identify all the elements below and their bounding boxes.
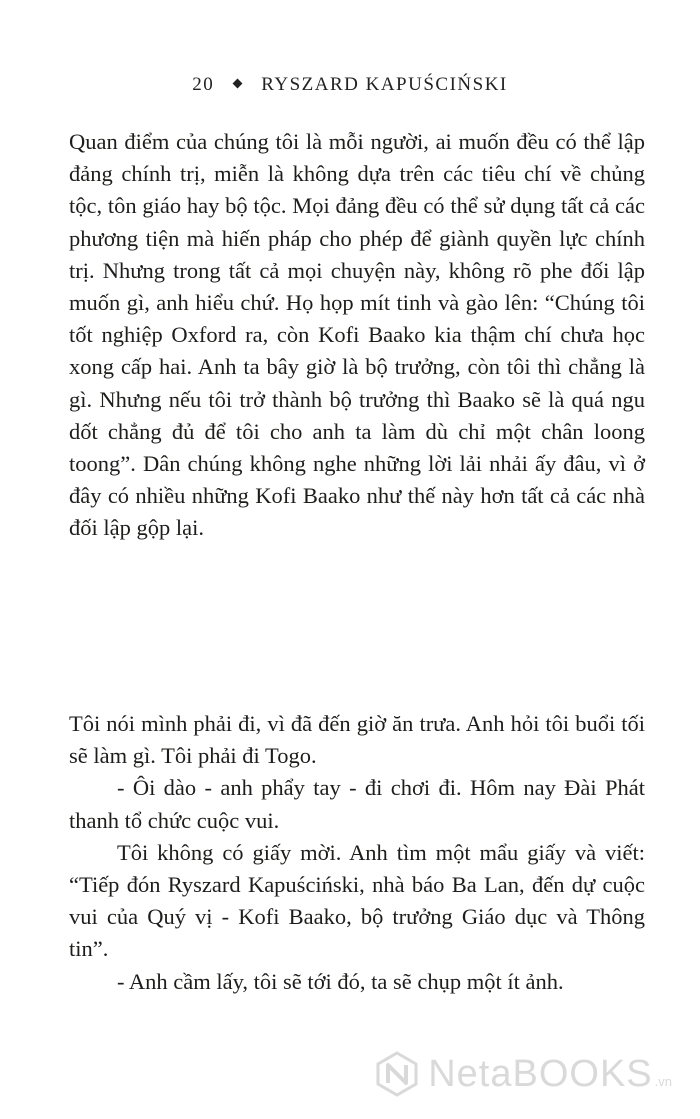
author-name: RYSZARD KAPUŚCIŃSKI (261, 74, 508, 95)
paragraph: Tôi nói mình phải đi, vì đã đến giờ ăn trưa. Anh hỏi tôi buổi tối sẽ làm gì. Tôi phải đi Togo. (69, 711, 645, 769)
netabooks-logo-icon (376, 1051, 418, 1097)
running-header (0, 74, 700, 96)
paragraph: - Anh cầm lấy, tôi sẽ tới đó, ta sẽ chụp một ít ảnh. (117, 968, 564, 994)
watermark-brand: NetaBOOKS (428, 1052, 653, 1095)
diamond-separator-icon (233, 79, 243, 89)
watermark (376, 1051, 672, 1097)
page-number: 20 (192, 74, 215, 95)
paragraph: Tôi không có giấy mời. Anh tìm một mẩu giấy và viết: “Tiếp đón Ryszard Kapuściński, nhà báo Ba Lan, đến dự cuộc vui của Quý vị - Kofi Baako, bộ trưởng Giáo dục và Thông tin”. (69, 839, 645, 962)
body-text-section-2 (69, 708, 645, 998)
paragraph: Quan điểm của chúng tôi là mỗi người, ai muốn đều có thể lập đảng chính trị, miễn là không dựa trên các tiêu chí về chủng tộc, tôn giáo hay bộ tộc. Mọi đảng đều có thể sử dụng tất cả các phương tiện mà hiến pháp cho phép để giành quyền lực chính trị. Nhưng trong tất cả mọi chuyện này, không rõ phe đối lập muốn gì, anh hiểu chứ. Họ họp mít tinh và gào lên: “Chúng tôi tốt nghiệp Oxford ra, còn Kofi Baako kia thậm chí chưa học xong cấp hai. Anh ta bây giờ là bộ trưởng, còn tôi thì chẳng là gì. Nhưng nếu tôi trở thành bộ trưởng thì Baako sẽ là quá ngu dốt chẳng đủ để tôi cho anh ta làm dù chỉ một chân loong toong”. Dân chúng không nghe những lời lải nhải ấy đâu, vì ở đây có nhiều những Kofi Baako như thế này hơn tất cả các nhà đối lập gộp lại. (69, 129, 645, 541)
paragraph: - Ôi dào - anh phẩy tay - đi chơi đi. Hôm nay Đài Phát thanh tổ chức cuộc vui. (69, 775, 645, 833)
body-text-section-1 (69, 126, 645, 545)
watermark-suffix: .vn (654, 1074, 672, 1089)
